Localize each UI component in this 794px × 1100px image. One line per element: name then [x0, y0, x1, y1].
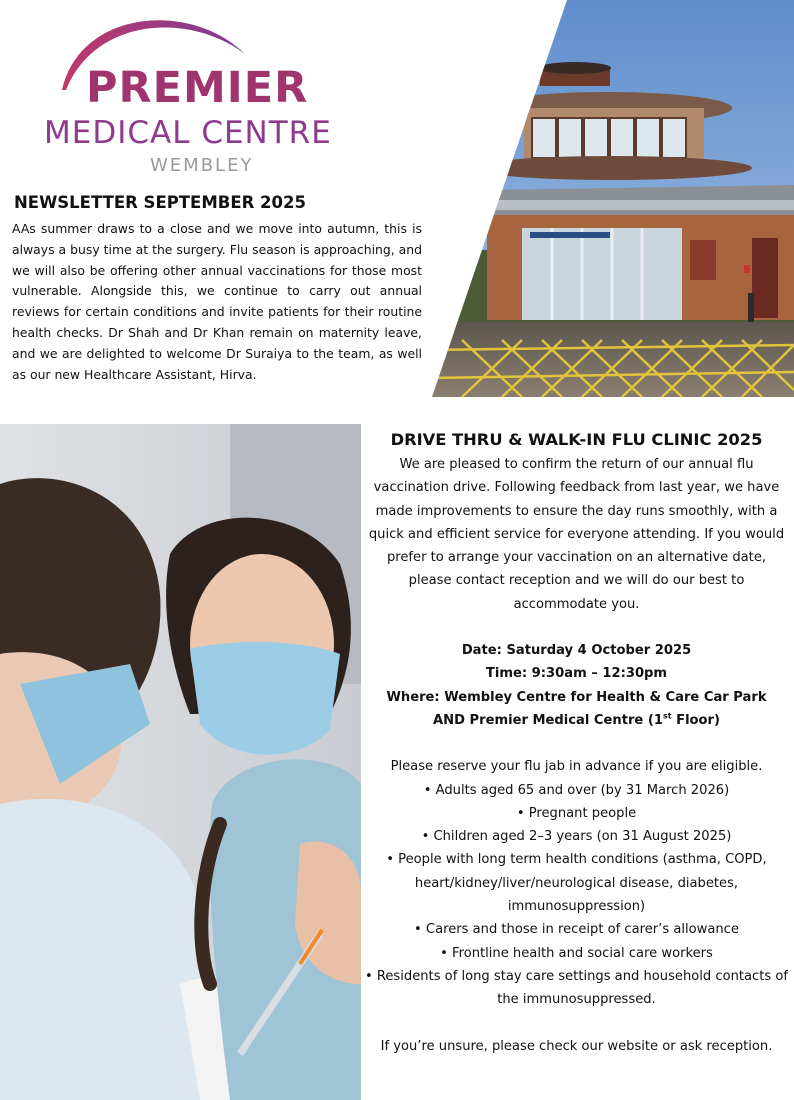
clinic-location-2-pre: AND Premier Medical Centre (1	[433, 712, 663, 728]
eligibility-list	[364, 779, 789, 1012]
clinic-time: Time: 9:30am – 12:30pm	[485, 666, 668, 682]
reserve-notice: Please reserve your flu jab in advance if you are eligible.	[390, 759, 763, 775]
logo-medical-centre-text: MEDICAL CENTRE	[44, 115, 332, 151]
list-item: • Carers and those in receipt of carer’s allowance	[414, 922, 739, 938]
flu-vaccination-photo	[0, 424, 361, 1100]
newsletter-title: NEWSLETTER SEPTEMBER 2025	[14, 193, 306, 212]
flu-clinic-intro: We are pleased to confirm the return of our annual flu vaccination drive. Following feedback from last year, we have made improvements to ensure the day runs smoothly, with a quick and efficient service for everyone attending. If you would prefer to arrange your vaccination on an alternative date, please contact reception and we will do our best to accommodate you.	[368, 457, 785, 612]
flu-clinic-title: DRIVE THRU & WALK-IN FLU CLINIC 2025	[390, 430, 763, 449]
clinic-location: Where: Wembley Centre for Health & Care Car Park	[386, 689, 767, 705]
clinic-location-2	[364, 709, 789, 732]
practice-logo	[40, 12, 380, 182]
logo-wembley-text: WEMBLEY	[150, 155, 254, 176]
list-item: • Residents of long stay care settings and household contacts of the immunosuppressed.	[364, 968, 788, 1008]
closing-note: If you’re unsure, please check our website or ask reception.	[380, 1038, 773, 1054]
list-item: • People with long term health conditions (asthma, COPD, heart/kidney/liver/neurological disease, diabetes, immunosuppression)	[386, 852, 767, 915]
flu-clinic-section	[364, 430, 789, 1058]
list-item: • Frontline health and social care workers	[440, 945, 713, 961]
list-item: • Children aged 2–3 years (on 31 August 2025)	[421, 829, 732, 845]
floor-ordinal: st	[662, 711, 672, 721]
clinic-date: Date: Saturday 4 October 2025	[461, 643, 692, 659]
logo-premier-text: PREMIER	[86, 63, 309, 113]
surgery-building-photo	[432, 0, 794, 397]
newsletter-intro: AAs summer draws to a close and we move into autumn, this is always a busy time at the surgery. Flu season is approaching, and we will also be offering other annual vaccinations for those most vulnerable. Alongside this, we continue to carry out annual reviews for certain conditions and invite patients for their routine health checks. Dr Shah and Dr Khan remain on maternity leave, and we are delighted to welcome Dr Suraiya to the team, as well as our new Healthcare Assistant, Hirva.	[12, 221, 422, 382]
list-item: • Pregnant people	[516, 805, 637, 821]
list-item: • Adults aged 65 and over (by 31 March 2026)	[423, 782, 730, 798]
clinic-location-2-post: Floor)	[671, 712, 720, 728]
